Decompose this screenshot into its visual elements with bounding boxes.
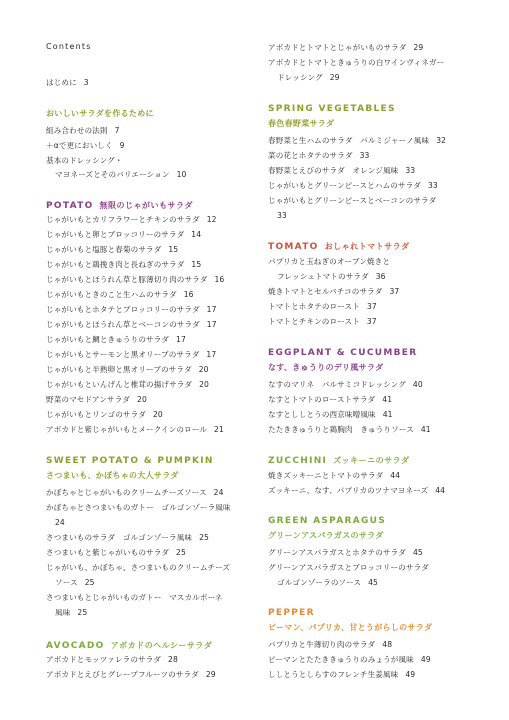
toc-entry[interactable]: 組み合わせの法則 7	[46, 126, 120, 135]
section-heading-avocado: AVOCADO アボカドのヘルシーサラダ	[46, 641, 213, 651]
toc-entry[interactable]: トマトとチキンのロースト 37	[268, 317, 377, 326]
toc-entry-page[interactable]: 33	[277, 211, 287, 220]
toc-entry[interactable]: 春野菜と生ハムのサラダ パルミジャーノ風味 32	[268, 136, 447, 145]
toc-entry[interactable]: アボカドと紫じゃがいもとメークインのロール 21	[46, 425, 224, 434]
toc-entry[interactable]: 焼きトマトとセルバチコのサラダ 37	[268, 287, 400, 296]
toc-entry[interactable]: ソース 25	[55, 578, 95, 587]
toc-entry[interactable]: アボカドとえびとグレープフルーツのサラダ 29	[46, 670, 216, 679]
toc-entry[interactable]: ししとうとしらすのフレンチ生姜風味 49	[268, 670, 416, 679]
toc-entry[interactable]: 風味 25	[55, 608, 88, 617]
toc-entry[interactable]: 野菜のマセドアンサラダ 20	[46, 395, 147, 404]
section-subheading-pepper: ピーマン、パプリカ、甘とうがらしのサラダ	[268, 623, 433, 632]
toc-entry[interactable]: かぼちゃとじゃがいものクリームチーズソース 24	[46, 488, 224, 497]
toc-entry[interactable]: ドレッシング 29	[277, 73, 340, 82]
toc-entry[interactable]: じゃがいも、かぼちゃ、さつまいものクリームチーズ	[46, 563, 231, 572]
section-heading-potato: POTATO 無限のじゃがいもサラダ	[46, 201, 193, 211]
toc-entry[interactable]: なすとトマトのローストサラダ 41	[268, 395, 393, 404]
toc-entry[interactable]: じゃがいもときのこと生ハムのサラダ 16	[46, 290, 194, 299]
toc-entry[interactable]: 焼きズッキーニとトマトのサラダ 44	[268, 471, 401, 480]
toc-entry[interactable]: パプリカと玉ねぎのオーブン焼きと	[268, 257, 391, 266]
toc-entry[interactable]: たたききゅうりと鶏胸肉 きゅうりソース 41	[268, 425, 431, 434]
toc-entry[interactable]: ピーマンとたたききゅうりのみょうが風味 49	[268, 655, 431, 664]
section-heading-eggplant: EGGPLANT & CUCUMBER	[268, 348, 418, 358]
toc-entry[interactable]: 菜の花とホタテのサラダ 33	[268, 151, 370, 160]
toc-entry[interactable]: じゃがいもとサーモンと黒オリーブのサラダ 17	[46, 350, 217, 359]
toc-entry[interactable]: なすとししとうの西京味噌風味 41	[268, 410, 393, 419]
toc-entry[interactable]: じゃがいもとほうれん草とベーコンのサラダ 17	[46, 320, 217, 329]
toc-entry[interactable]: グリーンアスパラガスとブロッコリーのサラダ	[268, 563, 429, 572]
toc-entry[interactable]: かぼちゃとさつまいものガトー ゴルゴンゾーラ風味	[46, 503, 231, 512]
section-heading-tips: おいしいサラダを作るために	[46, 109, 154, 118]
toc-entry[interactable]: じゃがいもと塩豚と春菊のサラダ 15	[46, 245, 179, 254]
section-subheading-eggplant: なす、きゅうりのデリ風サラダ	[268, 363, 384, 372]
toc-entry[interactable]: トマトとホタテのロースト 37	[268, 302, 377, 311]
toc-entry[interactable]: 春野菜とえびのサラダ オレンジ風味 33	[268, 166, 416, 175]
toc-entry[interactable]: さつまいもとじゃがいものガトー マスカルポーネ	[46, 593, 223, 602]
toc-entry[interactable]: アボカドとトマトとじゃがいものサラダ 29	[268, 43, 424, 52]
contents-heading: Contents	[46, 42, 92, 51]
toc-entry[interactable]: じゃがいもとほうれん草と豚薄切り肉のサラダ 16	[46, 275, 225, 284]
toc-entry[interactable]: ゴルゴンゾーラのソース 45	[277, 578, 378, 587]
toc-entry[interactable]: じゃがいもと鯛ときゅうりのサラダ 17	[46, 335, 186, 344]
toc-entry[interactable]: じゃがいもとグリーンピースとハムのサラダ 33	[268, 181, 438, 190]
toc-entry[interactable]: グリーンアスパラガスとホタテのサラダ 45	[268, 548, 423, 557]
toc-entry[interactable]: アボカドとトマトときゅうりの白ワインヴィネガー	[268, 58, 445, 67]
toc-entry[interactable]: じゃがいもとホタテとブロッコリーのサラダ 17	[46, 305, 217, 314]
toc-entry[interactable]: じゃがいもと卵とブロッコリーのサラダ 14	[46, 230, 202, 239]
section-heading-pepper: PEPPER	[268, 608, 315, 618]
toc-entry[interactable]: フレッシュトマトのサラダ 36	[277, 272, 386, 281]
section-heading-sweet-potato: SWEET POTATO & PUMPKIN	[46, 456, 214, 466]
toc-entry[interactable]: じゃがいもといんげんと椎茸の揚げサラダ 20	[46, 380, 209, 389]
toc-entry[interactable]: じゃがいもとリンゴのサラダ 20	[46, 410, 163, 419]
section-heading-tomato: TOMATO おしゃれトマトサラダ	[268, 242, 410, 252]
toc-entry[interactable]: マヨネーズとそのバリエーション 10	[55, 170, 187, 179]
toc-entry[interactable]: じゃがいもと半熟卵と黒オリーブのサラダ 20	[46, 365, 209, 374]
toc-entry[interactable]: じゃがいもと鶏挽き肉と長ねぎのサラダ 15	[46, 260, 202, 269]
section-heading-asparagus: GREEN ASPARAGUS	[268, 516, 387, 526]
toc-entry[interactable]: パプリカと牛薄切り肉のサラダ 48	[268, 640, 393, 649]
toc-entry[interactable]: 基本のドレッシング・	[46, 156, 123, 165]
toc-entry-page[interactable]: 24	[55, 518, 65, 527]
toc-entry[interactable]: なすのマリネ バルサミコドレッシング 40	[268, 380, 423, 389]
toc-entry[interactable]: ＋αで更においしく 9	[46, 141, 125, 150]
toc-entry[interactable]: じゃがいもとグリーンピースとベーコンのサラダ	[268, 196, 437, 205]
section-subheading-asparagus: グリーンアスパラガスのサラダ	[268, 531, 384, 540]
toc-entry-intro[interactable]: はじめに 3	[46, 78, 89, 87]
toc-entry[interactable]: さつまいもと紫じゃがいものサラダ 25	[46, 548, 186, 557]
section-heading-spring: SPRING VEGETABLES	[268, 104, 396, 114]
toc-entry[interactable]: ズッキーニ、なす、パプリカのツナマヨネーズ 44	[268, 486, 446, 495]
section-subheading-sweet-potato: さつまいも、かぼちゃの大人サラダ	[46, 471, 179, 480]
toc-entry[interactable]: じゃがいもとカリフラワーとチキンのサラダ 12	[46, 215, 217, 224]
section-heading-zucchini: ZUCCHINI ズッキーニのサラダ	[268, 456, 410, 466]
toc-entry[interactable]: さつまいものサラダ ゴルゴンゾーラ風味 25	[46, 533, 209, 542]
section-subheading-spring: 春色春野菜サラダ	[268, 119, 335, 128]
toc-entry[interactable]: アボカドとモッツァレラのサラダ 28	[46, 655, 178, 664]
